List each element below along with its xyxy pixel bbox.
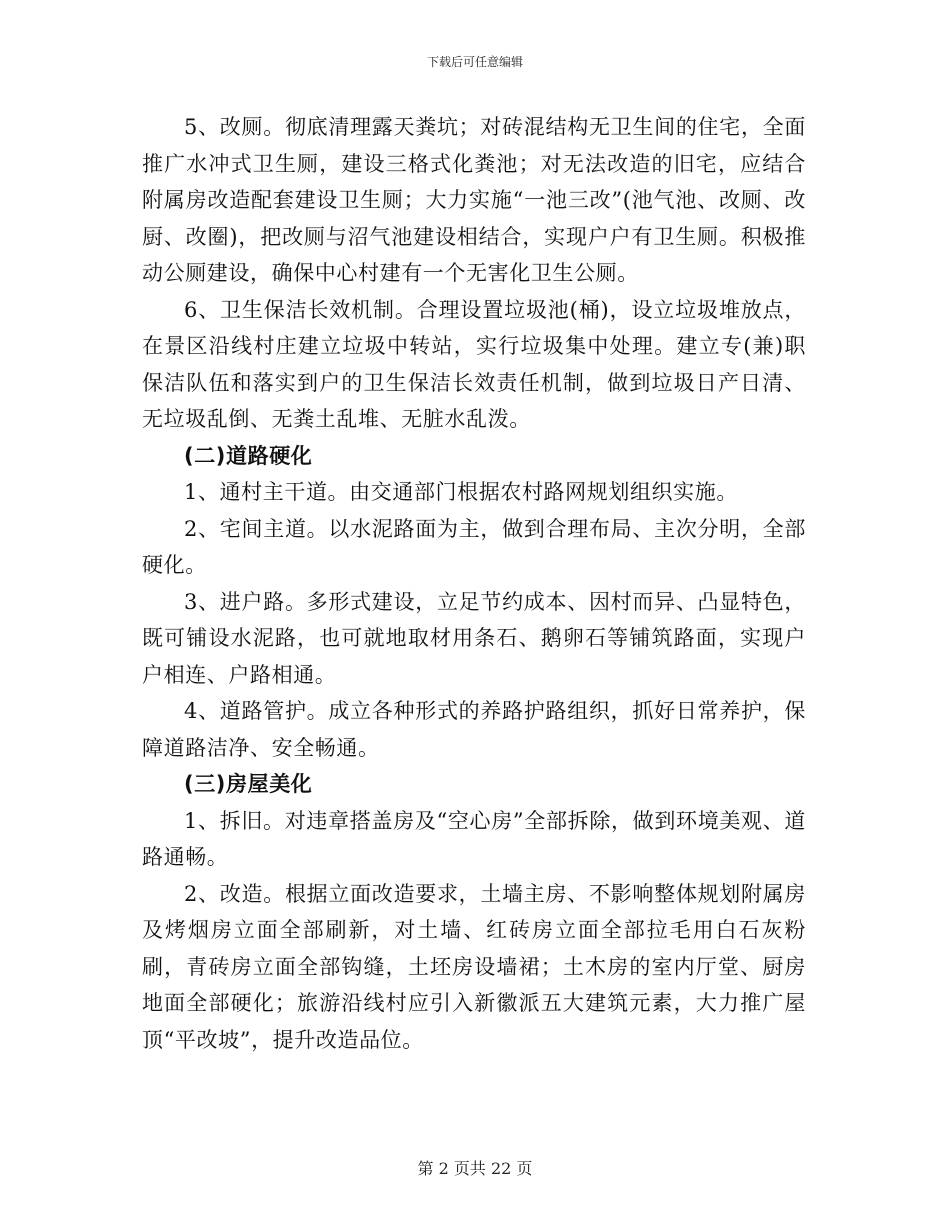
paragraph-house-entry-road: 3、进户路。多形式建设，立足节约成本、因村而异、凸显特色，既可铺设水泥路，也可就地取材用条石、鹅卵石等铺筑路面，实现户户相连、户路相通。 bbox=[142, 589, 806, 687]
paragraph-renovation: 2、改造。根据立面改造要求，土墙主房、不影响整体规划附属房及烤烟房立面全部刷新，对土墙、红砖房立面全部拉毛用白石灰粉刷，青砖房立面全部钩缝，土坯房设墙裙；土木房的室内厅堂、厨房地面全部硬化；旅游沿线村应引入新徽派五大建筑元素，大力推广屋顶“平改坡”，提升改造品位。 bbox=[142, 881, 806, 1052]
paragraph-main-road: 1、通村主干道。由交通部门根据农村路网规划组织实施。 bbox=[184, 480, 738, 504]
paragraph-demolition: 1、拆旧。对违章搭盖房及“空心房”全部拆除，做到环境美观、道路通畅。 bbox=[142, 808, 806, 869]
document-body bbox=[142, 109, 806, 1058]
section-heading-house-beautification: (三)房屋美化 bbox=[184, 772, 313, 796]
paragraph-inter-house-road: 2、宅间主道。以水泥路面为主，做到合理布局、主次分明，全部硬化。 bbox=[142, 516, 806, 577]
paragraph-sanitation-mechanism: 6、卫生保洁长效机制。合理设置垃圾池(桶)，设立垃圾堆放点，在景区沿线村庄建立垃圾中转站，实行垃圾集中处理。建立专(兼)职保洁队伍和落实到户的卫生保洁长效责任机制，做到垃圾日产日清、无垃圾乱倒、无粪土乱堆、无脏水乱泼。 bbox=[142, 297, 806, 431]
page-header: 下载后可任意编辑 bbox=[426, 55, 523, 69]
page-footer: 第 2 页共 22 页 bbox=[417, 1159, 533, 1178]
section-heading-road-hardening: (二)道路硬化 bbox=[184, 443, 313, 468]
paragraph-road-maintenance: 4、道路管护。成立各种形式的养路护路组织，抓好日常养护，保障道路洁净、安全畅通。 bbox=[142, 699, 806, 760]
paragraph-toilet-reform: 5、改厕。彻底清理露天粪坑；对砖混结构无卫生间的住宅，全面推广水冲式卫生厕，建设三格式化粪池；对无法改造的旧宅，应结合附属房改造配套建设卫生厕；大力实施“一池三改”(池气池、改厕、改厨、改圈)，把改厕与沼气池建设相结合，实现户户有卫生厕。积极推动公厕建设，确保中心村建有一个无害化卫生公厕。 bbox=[142, 115, 806, 285]
